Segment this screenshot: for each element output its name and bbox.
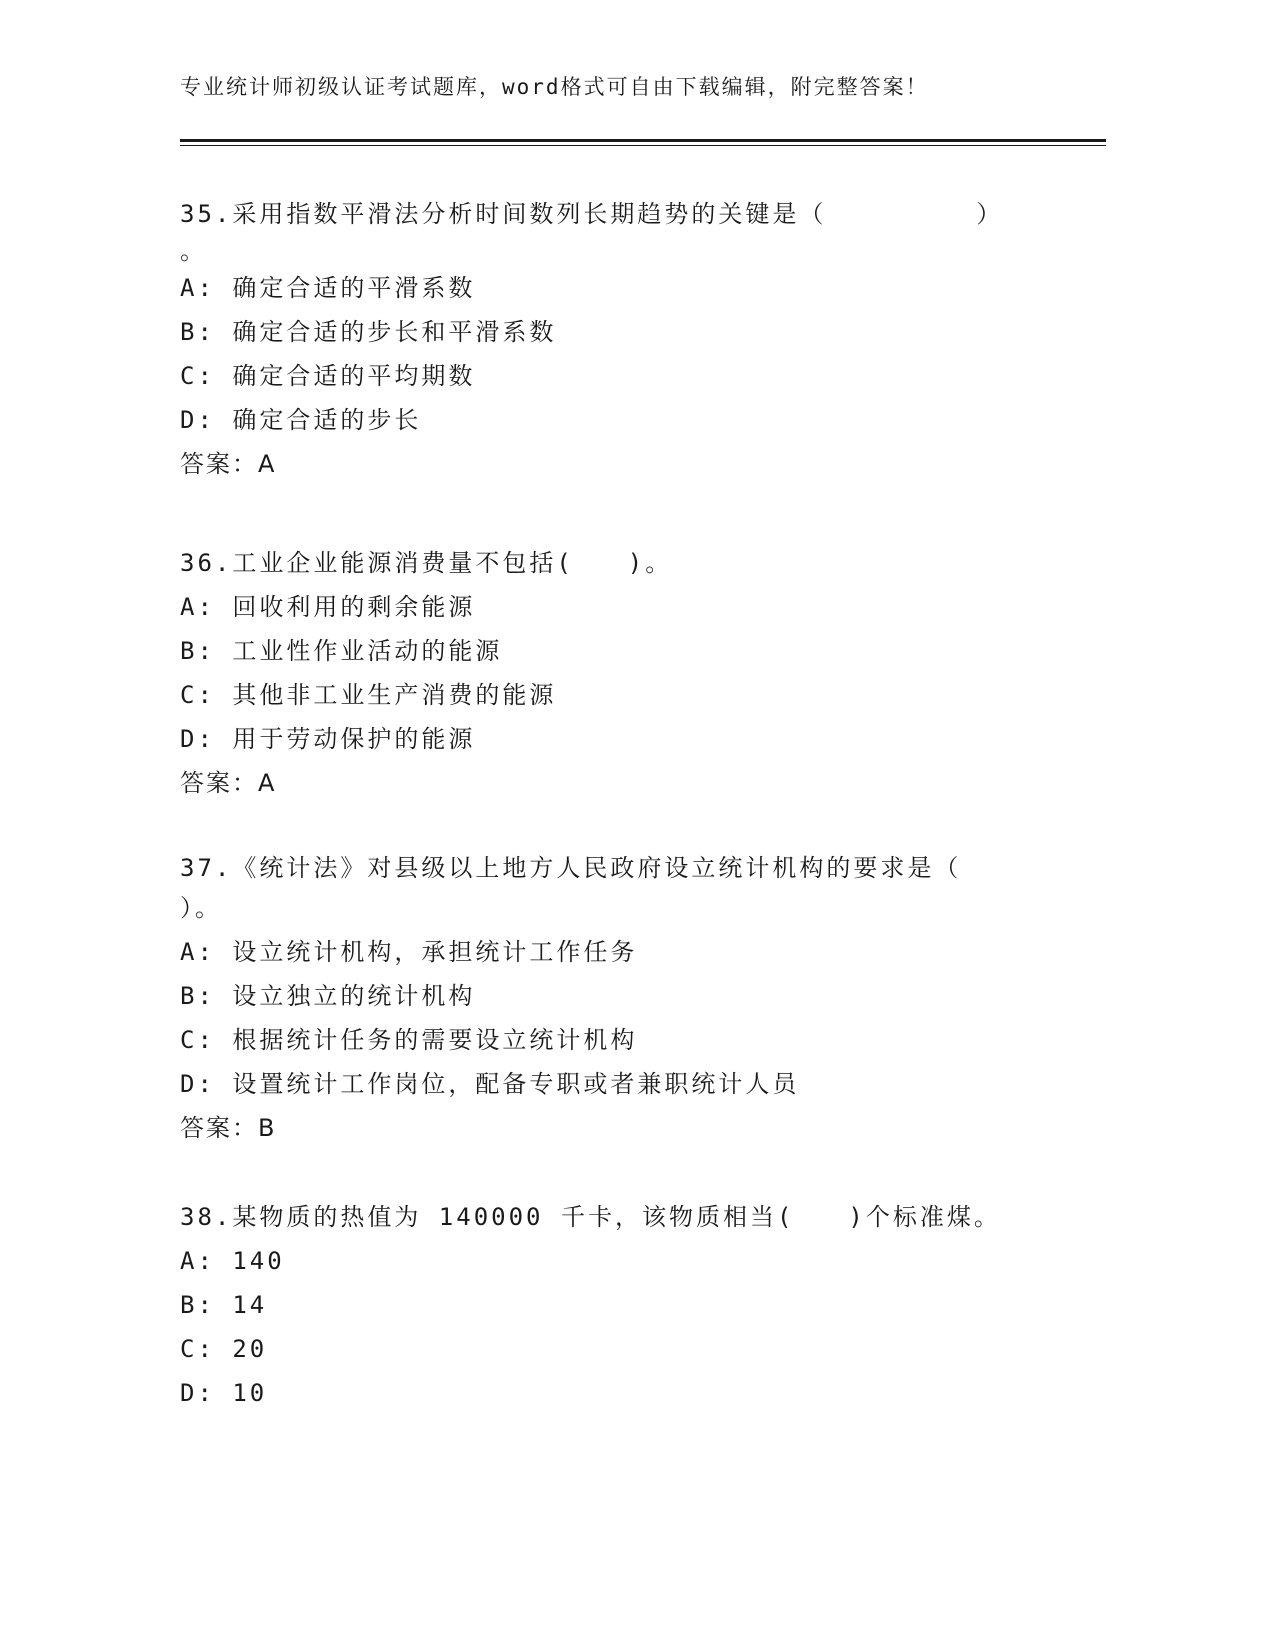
option-b: B: 确定合适的步长和平滑系数 (180, 318, 557, 346)
answer: 答案：B (180, 1114, 277, 1142)
question-36 (180, 541, 1080, 805)
question-stem-tail: ）。 (180, 894, 222, 922)
question-stem-tail: 。 (180, 237, 207, 265)
option-c: C: 20 (180, 1335, 268, 1363)
question-37 (180, 846, 1080, 1150)
option-d: D: 设置统计工作岗位，配备专职或者兼职统计人员 (180, 1070, 800, 1098)
question-stem: 36.工业企业能源消费量不包括( )。 (180, 549, 673, 577)
option-a: A: 140 (180, 1247, 285, 1275)
option-c: C: 确定合适的平均期数 (180, 362, 476, 390)
question-stem (180, 192, 1080, 236)
option-b: B: 设立独立的统计机构 (180, 982, 476, 1010)
answer: 答案：A (180, 769, 277, 797)
question-38 (180, 1195, 1080, 1415)
option-d: D: 用于劳动保护的能源 (180, 725, 476, 753)
option-a: A: 确定合适的平滑系数 (180, 274, 476, 302)
option-b: B: 工业性作业活动的能源 (180, 637, 503, 665)
question-35 (180, 192, 1080, 486)
question-stem-close: ） (976, 200, 1004, 228)
option-b: B: 14 (180, 1291, 268, 1319)
option-c: C: 其他非工业生产消费的能源 (180, 681, 557, 709)
answer: 答案：A (180, 450, 277, 478)
option-d: D: 10 (180, 1379, 268, 1407)
question-stem: 37.《统计法》对县级以上地方人民政府设立统计机构的要求是（ (180, 854, 962, 882)
header-rule-thick (180, 139, 1106, 142)
page-header: 专业统计师初级认证考试题库，word格式可自由下载编辑，附完整答案！ (180, 75, 929, 99)
option-d: D: 确定合适的步长 (180, 406, 422, 434)
question-stem: 38.某物质的热值为 140000 千卡，该物质相当( )个标准煤。 (180, 1203, 1001, 1231)
option-a: A: 设立统计机构，承担统计工作任务 (180, 938, 638, 966)
question-stem-text: 35.采用指数平滑法分析时间数列长期趋势的关键是（ (180, 200, 827, 228)
header-rule-thin (180, 145, 1106, 146)
option-a: A: 回收利用的剩余能源 (180, 593, 476, 621)
option-c: C: 根据统计任务的需要设立统计机构 (180, 1026, 638, 1054)
